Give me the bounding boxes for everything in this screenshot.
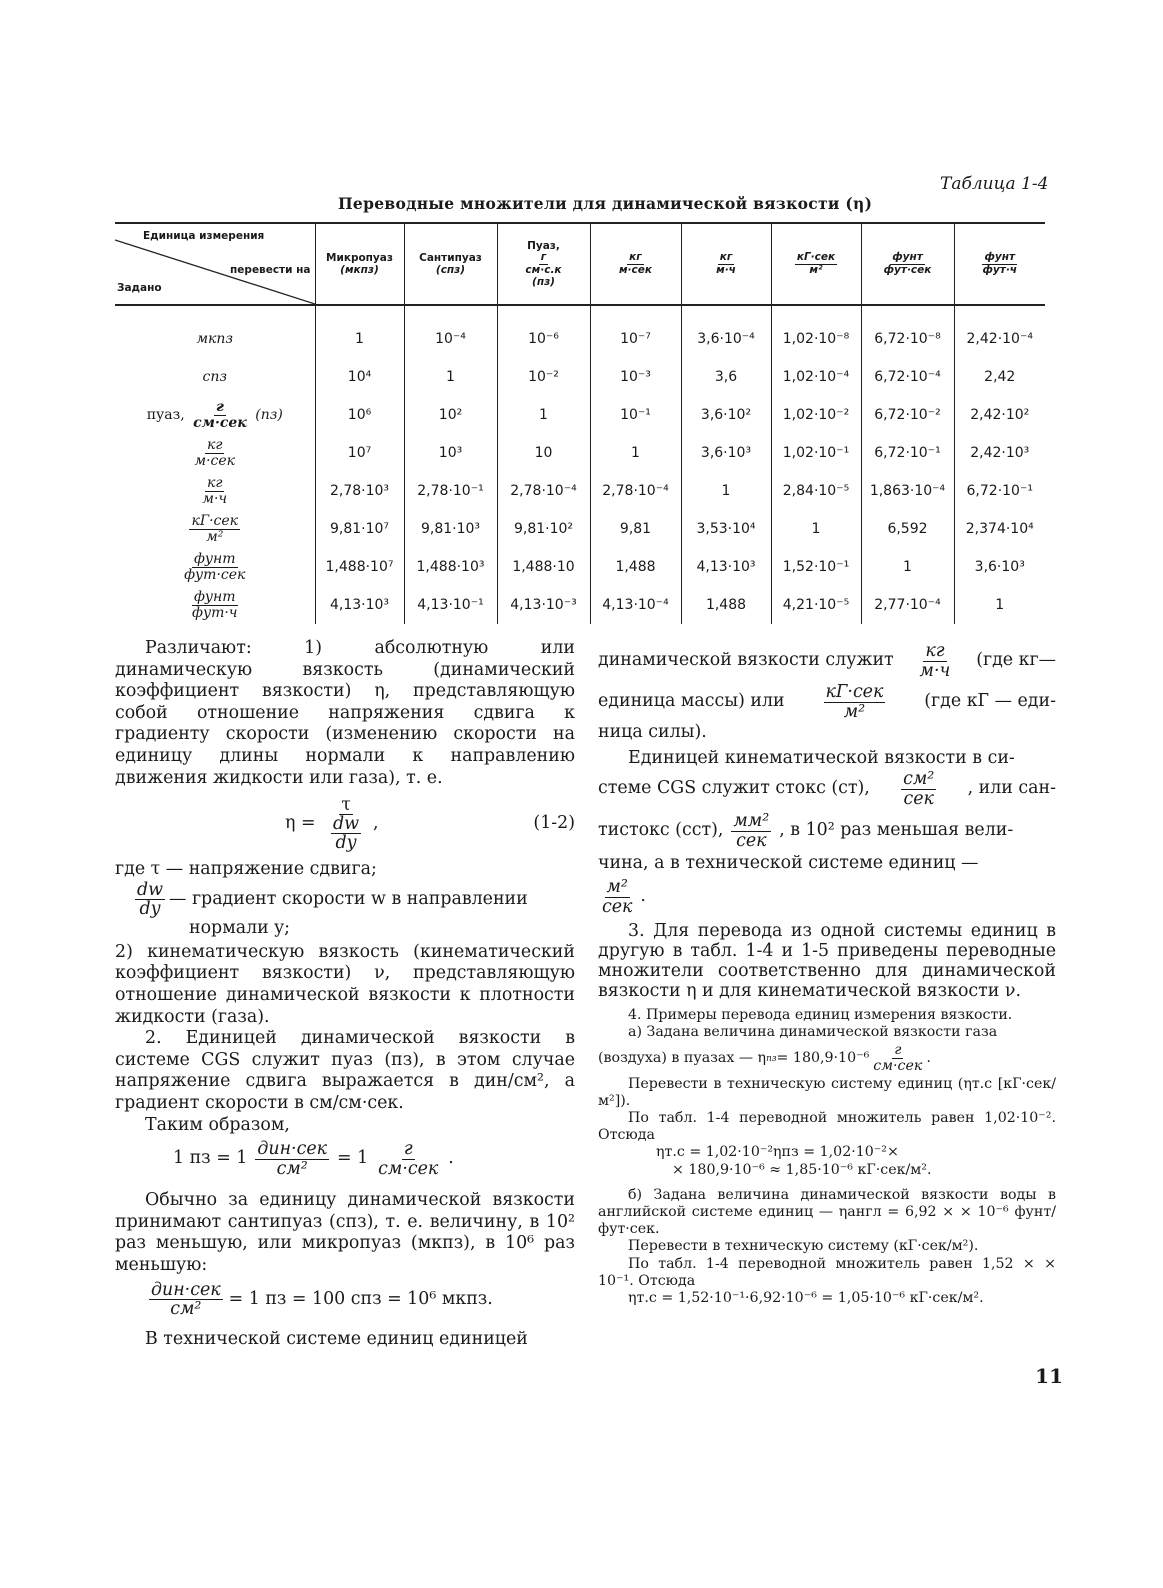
- table-cell: 10⁻⁷: [590, 305, 681, 358]
- examples-heading: 4. Примеры перевода единиц измерения вязкости.: [628, 1007, 1013, 1024]
- table-cell: 10³: [404, 434, 497, 472]
- example-a-value: (воздуха) в пуазах — η пз = 180,9·10⁻⁶ г см·сек .: [598, 1042, 931, 1075]
- example-b-task: Перевести в техническую систему (кГ·сек/м²).: [628, 1238, 979, 1255]
- where-gradient: dw dy — градиент скорости w в направлении: [137, 879, 528, 920]
- col-header-pz: Пуаз, г см·с.к (пз): [497, 223, 590, 305]
- table-row: [115, 396, 1045, 434]
- table-cell: 3,6·10³: [681, 434, 771, 472]
- col-header-kg-msek: кг м·сек: [590, 223, 681, 305]
- table-cell: 10²: [404, 396, 497, 434]
- table-cell: 1,488: [681, 586, 771, 624]
- col-header-kgs-m2: кГ·сек м²: [771, 223, 861, 305]
- table-cell: 10⁷: [315, 434, 404, 472]
- row-label: спз: [202, 369, 227, 385]
- table-cell: 3,53·10⁴: [681, 510, 771, 548]
- table-cell: 6,72·10⁻¹: [954, 472, 1045, 510]
- table-cell: 1: [590, 434, 681, 472]
- col-header-spz: Сантипуаз (спз): [404, 223, 497, 305]
- table-cell: 1,488·10⁷: [315, 548, 404, 586]
- right-column: [598, 640, 1056, 1307]
- row-label: пуаз, г см·сек (пз): [146, 398, 283, 431]
- table-corner-cell: [115, 223, 315, 305]
- paragraph-technical: В технической системе единиц единицей: [145, 1328, 528, 1349]
- table-row: [115, 472, 1045, 510]
- table-cell: 4,13·10⁻⁴: [590, 586, 681, 624]
- table-cell: 10⁻⁶: [497, 305, 590, 358]
- table-cell: 3,6·10³: [954, 548, 1045, 586]
- table-cell: 10⁶: [315, 396, 404, 434]
- table-cell: 4,21·10⁻⁵: [771, 586, 861, 624]
- table-cell: 1,02·10⁻¹: [771, 434, 861, 472]
- table-cell: 1: [771, 510, 861, 548]
- paragraph-poise: 2. Единицей динамической вязкости в системе CGS служит пуаз (пз), в этом случае напряжение сдвига выражается в дин/см², а градиент скорости в см/см·сек.: [115, 1028, 575, 1114]
- table-header-row: [115, 223, 1045, 305]
- examples-block: [598, 1007, 1056, 1307]
- table-cell: 1: [315, 305, 404, 358]
- right-line-5: стеме CGS служит стокс (ст), см² сек , или сан-: [598, 769, 1056, 809]
- table-cell: 2,42: [954, 358, 1045, 396]
- row-label: фунт фут·ч: [191, 588, 238, 621]
- col-header-funt-futsek: фунт фут·сек: [861, 223, 954, 305]
- right-line-1: динамической вязкости служит кг м·ч (где кг—: [598, 641, 1056, 681]
- table-cell: 6,72·10⁻⁴: [861, 358, 954, 396]
- table-cell: 3,6·10²: [681, 396, 771, 434]
- right-line-6: тистокс (сст), мм² сек , в 10² раз меньшая вели-: [598, 811, 1014, 851]
- table-row: [115, 510, 1045, 548]
- table-cell: 3,6: [681, 358, 771, 396]
- table-cell: 1: [954, 586, 1045, 624]
- table-cell: 2,374·10⁴: [954, 510, 1045, 548]
- eq-lhs: η =: [285, 813, 316, 834]
- paragraph-centipoise: Обычно за единицу динамической вязкости принимают сантипуаз (спз), т. е. величину, в 10² раз меньшую, или микропуаз (мкпз), в 10⁶ раз меньшую:: [115, 1190, 575, 1275]
- table-cell: 1,488: [590, 548, 681, 586]
- equation-poise: 1 пз = 1 дин·сек см² = 1 г см·сек .: [173, 1139, 454, 1179]
- table-cell: 1,02·10⁻²: [771, 396, 861, 434]
- corner-unit-label: Единица измерения: [143, 230, 265, 242]
- table-cell: 10: [497, 434, 590, 472]
- table-cell: 6,72·10⁻⁸: [861, 305, 954, 358]
- table-cell: 1,02·10⁻⁸: [771, 305, 861, 358]
- row-label: кг м·сек: [194, 436, 236, 469]
- row-label: мкпз: [196, 331, 234, 347]
- col-header-kg-mch: кг м·ч: [681, 223, 771, 305]
- table-cell: 1: [404, 358, 497, 396]
- table-cell: 4,13·10³: [681, 548, 771, 586]
- table-cell: 10⁴: [315, 358, 404, 396]
- table-cell: 1,02·10⁻⁴: [771, 358, 861, 396]
- table-body: [115, 305, 1045, 624]
- table-title: Переводные множители для динамической вязкости (η): [338, 194, 873, 213]
- paragraph-kinematic: 2) кинематическую вязкость (кинематический коэффициент вязкости) ν, представляющую отношение динамической вязкости к плотности жидкости (газа).: [115, 941, 575, 1027]
- example-a-calc-2: × 180,9·10⁻⁶ ≈ 1,85·10⁻⁶ кГ·сек/м².: [672, 1161, 932, 1178]
- paragraph-thus: Таким образом,: [145, 1114, 290, 1135]
- right-line-2: единица массы) или кГ·сек м² (где кГ — еди-: [598, 682, 1056, 722]
- table-row: [115, 586, 1045, 624]
- table-cell: 10⁻²: [497, 358, 590, 396]
- right-line-8: м² сек .: [602, 877, 646, 917]
- table-cell: 10⁻⁴: [404, 305, 497, 358]
- table-cell: 10⁻³: [590, 358, 681, 396]
- table-row: [115, 305, 1045, 358]
- table-row: [115, 434, 1045, 472]
- table-cell: 1: [497, 396, 590, 434]
- table-row: [115, 548, 1045, 586]
- equation-1-2: [115, 789, 575, 859]
- table-cell: 2,42·10⁻⁴: [954, 305, 1045, 358]
- table-cell: 6,72·10⁻²: [861, 396, 954, 434]
- corner-convert-label: перевести на: [230, 264, 311, 276]
- table-cell: 1,863·10⁻⁴: [861, 472, 954, 510]
- table-cell: 2,78·10⁻⁴: [497, 472, 590, 510]
- example-a-calc-1: ηт.с = 1,02·10⁻²ηпз = 1,02·10⁻²×: [656, 1144, 899, 1161]
- viscosity-conversion-table: [115, 222, 1045, 624]
- example-b-factor: По табл. 1-4 переводной множитель равен 1,52 × × 10⁻¹. Отсюда: [598, 1255, 1056, 1289]
- table-cell: 1: [861, 548, 954, 586]
- table-cell: 9,81·10²: [497, 510, 590, 548]
- table-cell: 3,6·10⁻⁴: [681, 305, 771, 358]
- table-cell: 1,52·10⁻¹: [771, 548, 861, 586]
- right-line-4: Единицей кинематической вязкости в си-: [628, 747, 1015, 768]
- table-cell: 1: [681, 472, 771, 510]
- table-cell: 2,84·10⁻⁵: [771, 472, 861, 510]
- where-tau: где τ — напряжение сдвига;: [115, 859, 377, 880]
- equation-number: (1-2): [533, 813, 575, 834]
- row-label: кГ·сек м²: [191, 512, 239, 545]
- eq-tail: ,: [373, 813, 379, 834]
- paragraph-dynamic-viscosity: Различают: 1) абсолютную или динамическую вязкость (динамический коэффициент вязкости) η, представляющую собой отношение напряжения сдвига к градиенту скорости (изменению скорости на единицу длины нормали к направлению движения жидкости или газа), т. е.: [115, 638, 575, 788]
- table-cell: 2,78·10³: [315, 472, 404, 510]
- table-cell: 1,488·10: [497, 548, 590, 586]
- table-cell: 6,592: [861, 510, 954, 548]
- table-cell: 4,13·10⁻¹: [404, 586, 497, 624]
- left-column: [115, 638, 575, 1350]
- table-caption: Таблица 1-4: [940, 174, 1049, 194]
- table-cell: 1,488·10³: [404, 548, 497, 586]
- right-line-7: чина, а в технической системе единиц —: [598, 853, 979, 874]
- table-cell: 9,81: [590, 510, 681, 548]
- table-cell: 2,42·10³: [954, 434, 1045, 472]
- example-a-factor: По табл. 1-4 переводной множитель равен 1,02·10⁻². Отсюда: [598, 1110, 1056, 1144]
- example-a-task: Перевести в техническую систему единиц (ηт.с [кГ·сек/м²]).: [598, 1075, 1056, 1109]
- table-cell: 9,81·10³: [404, 510, 497, 548]
- table-cell: 2,78·10⁻¹: [404, 472, 497, 510]
- table-row: [115, 358, 1045, 396]
- table-cell: 6,72·10⁻¹: [861, 434, 954, 472]
- table-cell: 2,42·10²: [954, 396, 1045, 434]
- col-header-funt-futch: фунт фут·ч: [954, 223, 1045, 305]
- right-line-3: ница силы).: [598, 722, 707, 742]
- table-cell: 2,78·10⁻⁴: [590, 472, 681, 510]
- row-label: фунт фут·сек: [184, 550, 246, 583]
- page-number: 11: [1035, 1364, 1063, 1388]
- table-cell: 10⁻¹: [590, 396, 681, 434]
- row-label: кг м·ч: [202, 474, 228, 507]
- paragraph-tables-ref: 3. Для перевода из одной системы единиц в другую в табл. 1-4 и 1-5 приведены переводные множители соответственно для динамической вязкости η и для кинематической вязкости ν.: [598, 921, 1056, 1002]
- table-cell: 4,13·10⁻³: [497, 586, 590, 624]
- example-b-calc: ηт.с = 1,52·10⁻¹·6,92·10⁻⁶ = 1,05·10⁻⁶ кГ·сек/м².: [628, 1290, 984, 1307]
- example-a: а) Задана величина динамической вязкости газа: [628, 1024, 998, 1041]
- equation-micropoise: дин·сек см² = 1 пз = 100 спз = 10⁶ мкпз.: [151, 1279, 493, 1320]
- table-cell: 9,81·10⁷: [315, 510, 404, 548]
- example-b: б) Задана величина динамической вязкости воды в английской системе единиц — ηангл = 6,92 × × 10⁻⁶ фунт/фут·сек.: [598, 1186, 1056, 1238]
- table-cell: 4,13·10³: [315, 586, 404, 624]
- table-cell: 2,77·10⁻⁴: [861, 586, 954, 624]
- col-header-mkpz: Микропуаз (мкпз): [315, 223, 404, 305]
- eq-fraction: τ dw dy: [333, 794, 360, 854]
- corner-given-label: Задано: [117, 282, 162, 294]
- where-normal: нормали y;: [189, 918, 290, 939]
